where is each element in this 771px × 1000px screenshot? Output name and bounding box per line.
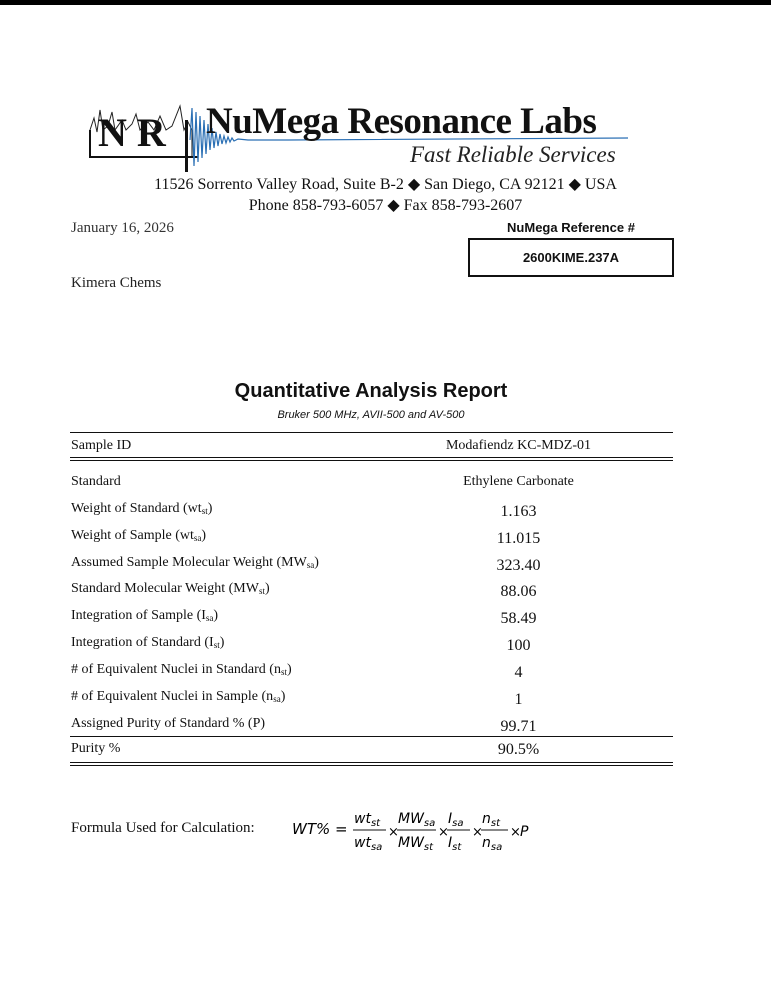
formula-denominator: $wt_{sa}$ — [354, 835, 383, 853]
report-title: Quantitative Analysis Report — [234, 380, 508, 402]
top-border — [0, 0, 771, 5]
formula-numerator: $MW_{sa}$ — [398, 811, 436, 829]
reference-label: NuMega Reference # — [507, 220, 635, 235]
row-value: 58.49 — [500, 610, 537, 627]
report-date: January 16, 2026 — [71, 220, 174, 236]
formula-tail: P — [520, 824, 529, 840]
row-label: Standard Molecular Weight $(MW_{st})$ — [71, 581, 270, 596]
table-row — [71, 662, 673, 684]
row-value: 11.015 — [496, 530, 541, 547]
table-top-rule — [70, 432, 673, 433]
formula-numerator: $I_{sa}$ — [448, 811, 464, 829]
row-label: Weight of Sample $(wt_{sa})$ — [71, 528, 207, 543]
table-row — [71, 501, 673, 523]
address-line-1: 11526 Sorrento Valley Road, Suite B-2 ◆ San Diego, CA 92121 ◆ USA — [154, 176, 617, 193]
row-label: # of Equivalent Nuclei in Sample $(n_{sa})$ — [71, 689, 286, 704]
formula-label: Formula Used for Calculation: — [71, 820, 255, 836]
address-line-2: Phone 858-793-6057 ◆ Fax 858-793-2607 — [248, 197, 523, 214]
row-label: Assigned Purity of Standard % (P) — [71, 716, 266, 731]
times-symbol: × — [510, 825, 521, 840]
company-name: NuMega Resonance Labs — [206, 101, 597, 142]
purity-row — [71, 741, 673, 763]
table-row — [71, 689, 673, 711]
sample-id-value: Modafiendz KC-MDZ-01 — [445, 438, 592, 453]
report-subtitle: Bruker 500 MHz, AVII-500 and AV-500 — [277, 409, 465, 421]
row-value: 1 — [514, 691, 523, 708]
row-label: Integration of Sample $(I_{sa})$ — [71, 608, 219, 623]
formula-numerator: $n_{st}$ — [482, 811, 501, 829]
formula-denominator: $n_{sa}$ — [482, 835, 503, 853]
times-symbol: × — [472, 825, 483, 840]
client-name: Kimera Chems — [71, 275, 162, 291]
table-bottom-rule-2 — [70, 765, 673, 766]
row-label: Standard — [71, 474, 121, 489]
row-value: 4 — [514, 664, 523, 681]
table-row — [71, 528, 673, 550]
header-rule-2 — [70, 460, 673, 461]
table-row — [71, 608, 673, 630]
purity-label: Purity % — [71, 741, 121, 756]
sample-id-row — [71, 438, 673, 460]
row-label: Assumed Sample Molecular Weight $(MW_{sa})$ — [71, 555, 319, 570]
table-row — [71, 555, 673, 577]
row-value: Ethylene Carbonate — [463, 474, 574, 489]
row-value: 1.163 — [500, 503, 537, 520]
formula-denominator: $MW_{st}$ — [398, 835, 434, 853]
purity-value: 90.5% — [497, 741, 540, 758]
logo-letters: N R — [98, 110, 166, 155]
formula-lhs: WT% = — [292, 820, 348, 838]
formula-numerator: $wt_{st}$ — [354, 811, 381, 829]
reference-box — [468, 238, 674, 277]
formula-denominator: $I_{st}$ — [448, 835, 462, 853]
row-value: 88.06 — [500, 583, 537, 600]
company-tagline: Fast Reliable Services — [410, 142, 616, 167]
table-row — [71, 581, 673, 603]
table-row — [71, 716, 673, 738]
formula-equation — [292, 806, 532, 856]
row-value: 99.71 — [500, 718, 537, 735]
table-row — [71, 474, 673, 496]
times-symbol: × — [438, 825, 449, 840]
sample-id-label: Sample ID — [71, 438, 132, 453]
row-value: 323.40 — [496, 557, 541, 574]
table-row — [71, 635, 673, 657]
row-value: 100 — [506, 637, 531, 654]
times-symbol: × — [388, 825, 399, 840]
row-label: # of Equivalent Nuclei in Standard $(n_{st})$ — [71, 662, 292, 677]
row-label: Weight of Standard $(wt_{st})$ — [71, 501, 213, 516]
reference-value: 2600KIME.237A — [522, 250, 620, 265]
row-label: Integration of Standard $(I_{st})$ — [71, 635, 225, 650]
